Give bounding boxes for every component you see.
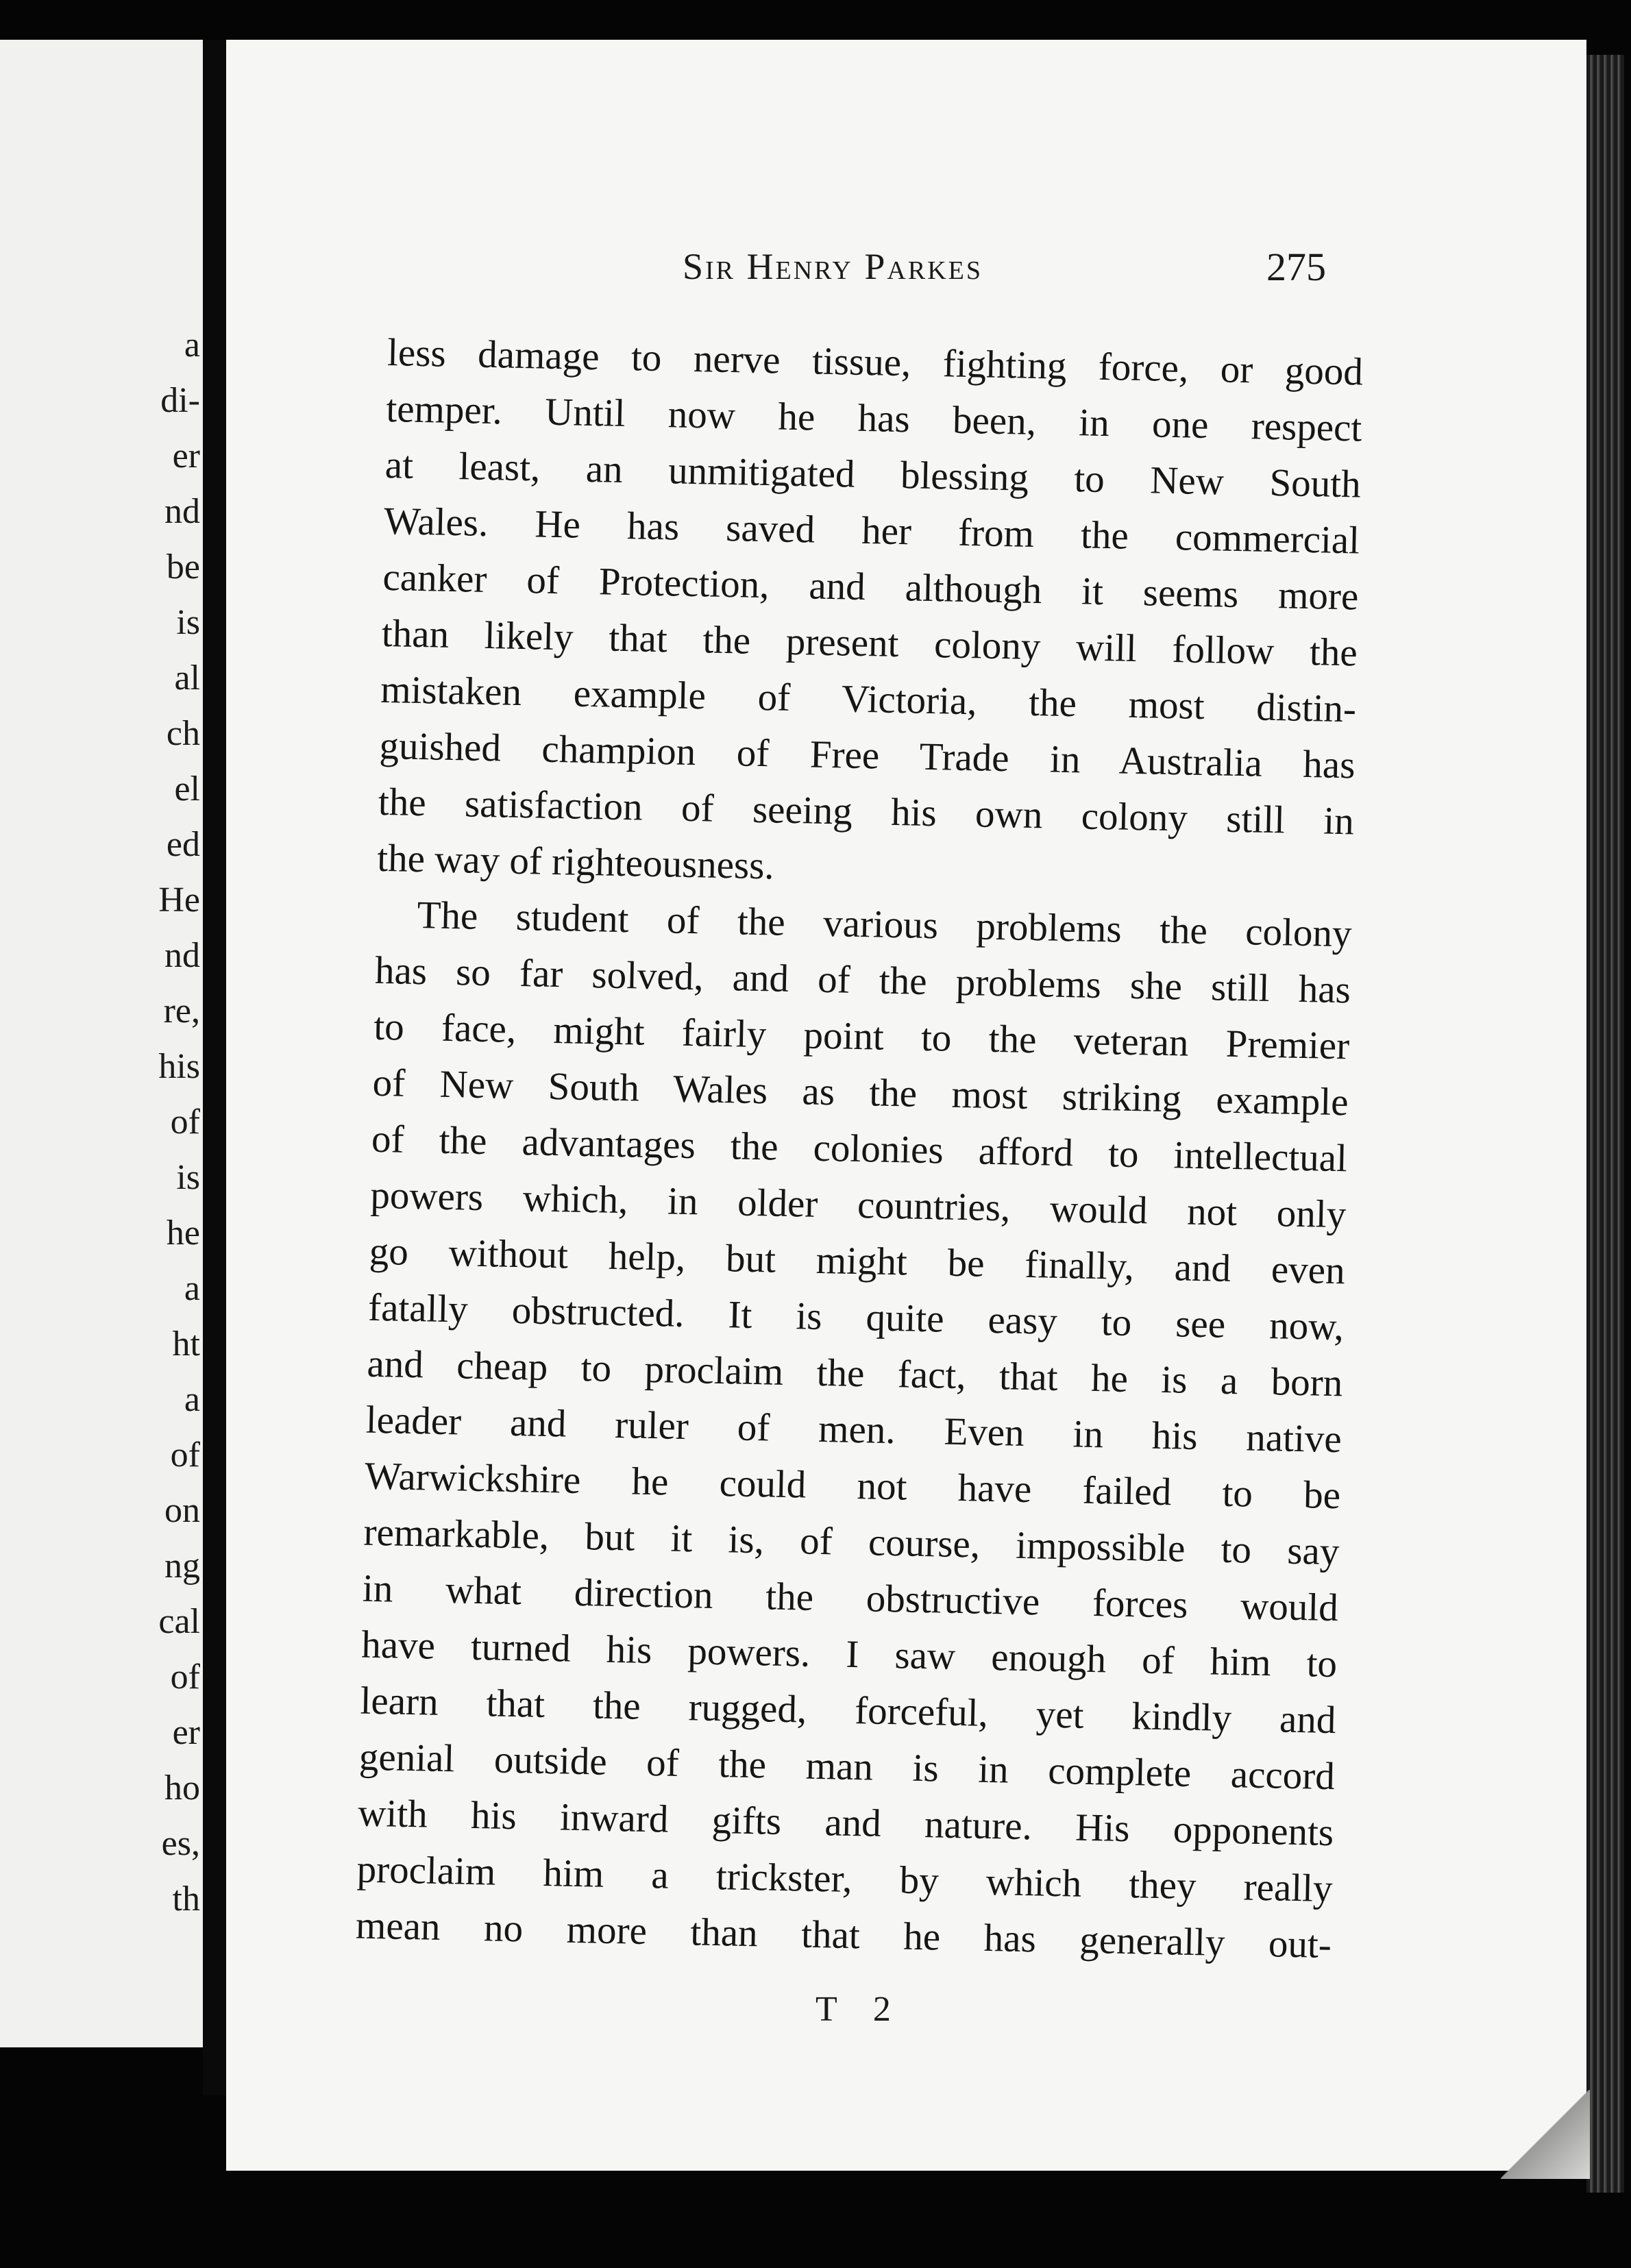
facing-page-line-fragment: es, bbox=[161, 1824, 200, 1863]
facing-page-line-fragment: He bbox=[158, 880, 200, 920]
facing-page-line-fragment: of bbox=[170, 1435, 200, 1475]
page-number: 275 bbox=[1266, 245, 1326, 289]
text-line: than likely that the present colony will follow the bbox=[381, 611, 1358, 675]
text-line: of New South Wales as the most striking example bbox=[372, 1061, 1349, 1124]
facing-page-line-fragment: on bbox=[164, 1491, 200, 1530]
facing-page-line-fragment: al bbox=[174, 658, 200, 698]
text-line: Warwickshire he could not have failed to be bbox=[364, 1454, 1341, 1518]
text-line: to face, might fairly point to the veteran Premier bbox=[373, 1004, 1350, 1068]
facing-page-line-fragment: el bbox=[174, 769, 200, 809]
text-line: proclaim him a trickster, by which they really bbox=[356, 1847, 1334, 1911]
facing-page-line-fragment: er bbox=[172, 436, 200, 476]
text-line: fatally obstructed. It is quite easy to see now, bbox=[367, 1285, 1345, 1349]
text-line: mean no more than that he has generally out- bbox=[355, 1903, 1332, 1967]
text-line: remarkable, but it is, of course, impossible to say bbox=[363, 1510, 1340, 1574]
facing-page-line-fragment: th bbox=[172, 1879, 200, 1919]
text-line: go without help, but might be finally, and even bbox=[369, 1229, 1346, 1293]
facing-page-fragment bbox=[0, 40, 203, 2047]
facing-page-line-fragment: is bbox=[176, 1158, 200, 1197]
text-line: has so far solved, and of the problems she still has bbox=[374, 948, 1351, 1012]
text-line: temper. Until now he has been, in one respect bbox=[385, 386, 1362, 450]
facing-page-line-fragment: ng bbox=[164, 1546, 200, 1586]
facing-page-line-fragment: ch bbox=[166, 714, 200, 753]
text-line: mistaken example of Victoria, the most distin- bbox=[380, 667, 1357, 731]
text-line: and cheap to proclaim the fact, that he is a born bbox=[366, 1342, 1343, 1405]
facing-page-line-fragment: ht bbox=[172, 1324, 200, 1364]
facing-page-line-fragment: re, bbox=[163, 991, 200, 1031]
facing-page-line-fragment: his bbox=[158, 1047, 200, 1086]
facing-page-line-fragment: a bbox=[184, 325, 200, 365]
signature-mark: T 2 bbox=[816, 1990, 905, 2029]
facing-page-line-fragment: nd bbox=[164, 492, 200, 531]
facing-page-line-fragment: ho bbox=[164, 1768, 200, 1808]
text-line: the way of righteousness. bbox=[376, 836, 775, 888]
facing-page-line-fragment: he bbox=[166, 1213, 200, 1253]
text-line: powers which, in older countries, would not only bbox=[369, 1173, 1347, 1237]
text-line: genial outside of the man is in complete accord bbox=[358, 1735, 1336, 1799]
text-line: The student of the various problems the colony bbox=[417, 893, 1353, 956]
facing-page-line-fragment: di- bbox=[160, 381, 200, 420]
facing-page-line-fragment: is bbox=[176, 603, 200, 642]
facing-page-line-fragment: ed bbox=[166, 825, 200, 864]
facing-page-line-fragment: of bbox=[170, 1657, 200, 1697]
text-line: have turned his powers. I saw enough of him to bbox=[360, 1623, 1338, 1686]
running-header: Sir Henry Parkes bbox=[683, 246, 983, 287]
text-line: less damage to nerve tissue, fighting force, or good bbox=[387, 330, 1364, 394]
facing-page-line-fragment: a bbox=[184, 1269, 200, 1308]
text-line: of the advantages the colonies afford to intellectual bbox=[371, 1117, 1348, 1181]
page-corner bbox=[1501, 2090, 1590, 2179]
body-text bbox=[355, 325, 1363, 1973]
text-line: at least, an unmitigated blessing to New South bbox=[384, 443, 1362, 506]
facing-page-line-fragment: nd bbox=[164, 936, 200, 975]
facing-page-line-fragment: a bbox=[184, 1380, 200, 1419]
text-line: Wales. He has saved her from the commercial bbox=[383, 499, 1360, 563]
facing-page-line-fragment: er bbox=[172, 1713, 200, 1752]
text-line: guished champion of Free Trade in Australia has bbox=[379, 724, 1356, 787]
facing-page-line-fragment: of bbox=[170, 1102, 200, 1142]
facing-page-line-fragment: cal bbox=[158, 1602, 200, 1641]
text-line: canker of Protection, and although it seems more bbox=[382, 555, 1359, 619]
page-edges bbox=[1586, 55, 1624, 2193]
text-line: with his inward gifts and nature. His opponents bbox=[357, 1791, 1334, 1855]
text-line: learn that the rugged, forceful, yet kindly and bbox=[360, 1679, 1337, 1742]
text-line: leader and ruler of men. Even in his native bbox=[365, 1398, 1342, 1462]
text-line: in what direction the obstructive forces would bbox=[362, 1566, 1339, 1630]
facing-page-line-fragment: be bbox=[166, 547, 200, 587]
text-line: the satisfaction of seeing his own colony still in bbox=[378, 780, 1355, 843]
book-gutter bbox=[203, 40, 229, 2095]
